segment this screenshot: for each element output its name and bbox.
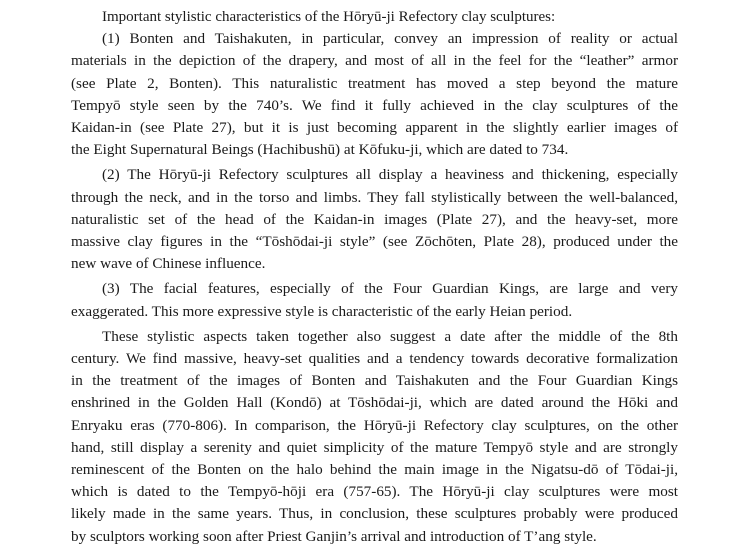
text-line: the Eight Supernatural Beings (Hachibushū) at Kōfuku-ji, which are dated to 734. <box>71 141 569 159</box>
text-line: (3) The facial features, especially of the Four Guardian Kings, are large and very <box>102 280 678 298</box>
text-line: Tempyō style seen by the 740’s. We find it fully achieved in the clay sculptures of the <box>71 96 678 114</box>
text-line: hand, still display a serenity and quiet simplicity of the mature Tempyō style and are strongly <box>71 438 678 456</box>
text-line: naturalistic set of the head of the Kaidan-in images (Plate 27), and the heavy-set, more <box>71 210 678 228</box>
text-line: through the neck, and in the torso and limbs. They fall stylistically between the well-balanced, <box>71 188 678 206</box>
text-line: likely made in the same years. Thus, in conclusion, these sculptures probably were produced <box>71 505 678 523</box>
text-line: Enryaku eras (770-806). In comparison, the Hōryū-ji Refectory clay sculptures, on the other <box>71 416 678 434</box>
text-line: materials in the depiction of the drapery, and most of all in the feel for the “leather” armor <box>71 52 678 70</box>
text-line: (1) Bonten and Taishakuten, in particular, convey an impression of reality or actual <box>102 30 678 48</box>
text-line: in the treatment of the images of Bonten and Taishakuten and the Four Guardian Kings <box>71 372 678 390</box>
text-line: enshrined in the Golden Hall (Kondō) at Tōshōdai-ji, which are dated around the Hōki and <box>71 394 678 412</box>
text-line: which is dated to the Tempyō-hōji era (757-65). The Hōryū-ji clay sculptures were most <box>71 483 678 501</box>
section-heading: Important stylistic characteristics of the Hōryū-ji Refectory clay sculptures: <box>102 9 556 25</box>
text-line: (2) The Hōryū-ji Refectory sculptures all display a heaviness and thickening, especially <box>102 166 678 184</box>
text-line: massive clay figures in the “Tōshōdai-ji style” (see Zōchōten, Plate 28), produced under the <box>71 233 678 251</box>
paragraph-1 <box>71 28 678 161</box>
text-line: century. We find massive, heavy-set qualities and a tendency towards decorative formalization <box>71 350 678 368</box>
paragraph-4 <box>71 326 678 548</box>
text-line: new wave of Chinese influence. <box>71 255 266 273</box>
text-line: Kaidan-in (see Plate 27), but it is just becoming apparent in the slightly earlier images of <box>71 119 678 137</box>
text-line: exaggerated. This more expressive style is characteristic of the early Heian period. <box>71 302 573 320</box>
text-line: reminescent of the Bonten on the halo behind the main image in the Nigatsu-dō of Tōdai-ji, <box>71 461 678 479</box>
text-line: These stylistic aspects taken together also suggest a date after the middle of the 8th <box>102 327 678 345</box>
text-line: by sculptors working soon after Priest Ganjin’s arrival and introduction of T’ang style. <box>71 527 597 545</box>
paragraph-2 <box>71 164 678 275</box>
paragraph-3 <box>71 278 678 322</box>
text-line: (see Plate 2, Bonten). This naturalistic treatment has moved a step beyond the mature <box>71 74 678 92</box>
